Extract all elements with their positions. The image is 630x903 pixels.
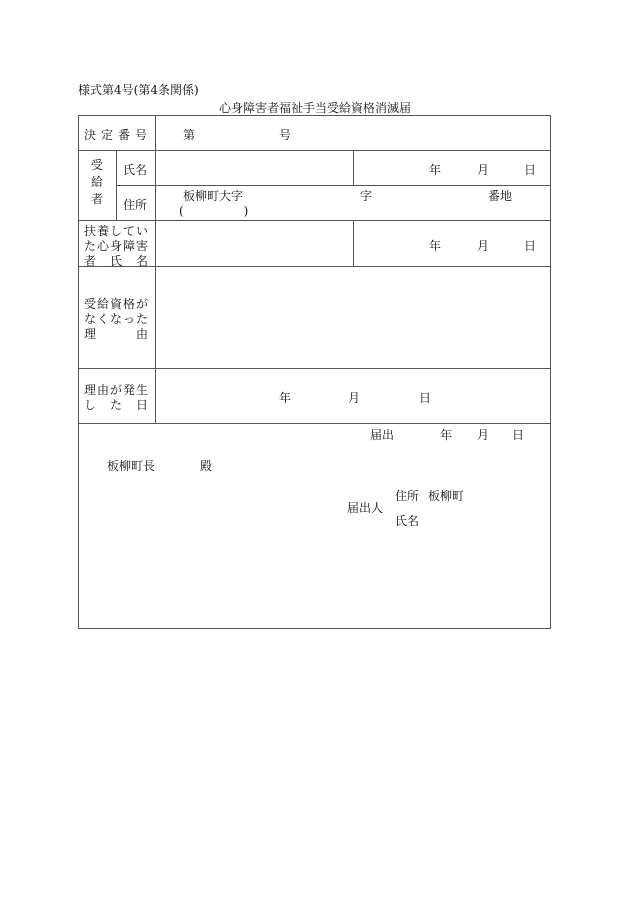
recipient-name-label: 氏名 [123,163,148,177]
occurrence-label-line1: 理由が発生 [84,383,150,397]
dependent-name-field[interactable] [158,222,350,264]
table-border-right [550,115,551,629]
submitter-name-label: 氏名 [395,514,420,528]
recipient-name-field[interactable] [158,152,350,184]
submission-month: 月 [477,428,490,442]
decision-number-field[interactable] [200,120,270,144]
row-divider [78,368,551,369]
reason-label-line1: 受給資格が [84,297,150,311]
table-border-left [78,115,79,629]
label-column-divider [155,115,156,424]
submitter-label: 届出人 [347,501,384,515]
recipient-label: 受給者 [91,158,104,206]
occurrence-month: 月 [348,391,361,405]
dependent-label-line2: た心身障害 [84,239,150,253]
dependent-label-line1: 扶養してい [84,224,150,238]
submission-day: 日 [512,428,525,442]
decision-number-label: 決定番号 [84,128,153,142]
occurrence-year: 年 [279,391,292,405]
occurrence-day: 日 [419,391,432,405]
dependent-date-divider [353,220,354,267]
form-title: 心身障害者福祉手当受給資格消滅届 [219,101,412,115]
form-number-label: 様式第4号(第4条関係) [78,83,199,97]
dependent-date-year: 年 [429,239,442,253]
reason-label-line2: なくなった [84,312,150,326]
occurrence-label-line2: し た 日 [84,398,150,412]
submitter-address-label: 住所 [395,489,420,503]
reason-label-line3: 理 由 [84,327,150,341]
dependent-date-day: 日 [524,239,537,253]
row-divider [116,185,551,186]
recipient-sub-divider [116,150,117,221]
recipient-address-aza: 字 [360,189,373,203]
recipient-address-paren: ( ) [179,204,249,218]
name-date-divider [353,150,354,186]
decision-number-prefix: 第 [183,128,196,142]
submitter-address-value: 板柳町 [428,489,465,503]
row-divider [78,150,551,151]
dependent-date-month: 月 [477,239,490,253]
recipient-address-banchi: 番地 [488,189,513,203]
decision-number-suffix: 号 [279,128,292,142]
row-divider [78,220,551,221]
dependent-label-line3: 者 氏 名 [84,254,150,268]
recipient-date-day: 日 [524,163,537,177]
reason-field[interactable] [158,268,548,366]
row-divider [78,423,551,424]
submission-label: 届出 [370,428,395,442]
recipient-address-label: 住所 [123,198,148,212]
recipient-date-year: 年 [429,163,442,177]
table-border-bottom [78,628,551,629]
recipient-date-month: 月 [477,163,490,177]
table-border-top [78,115,551,116]
addressee-honorific: 殿 [200,459,213,473]
recipient-address-town: 板柳町大字 [183,189,244,203]
submission-year: 年 [440,428,453,442]
addressee-mayor: 板柳町長 [107,459,156,473]
